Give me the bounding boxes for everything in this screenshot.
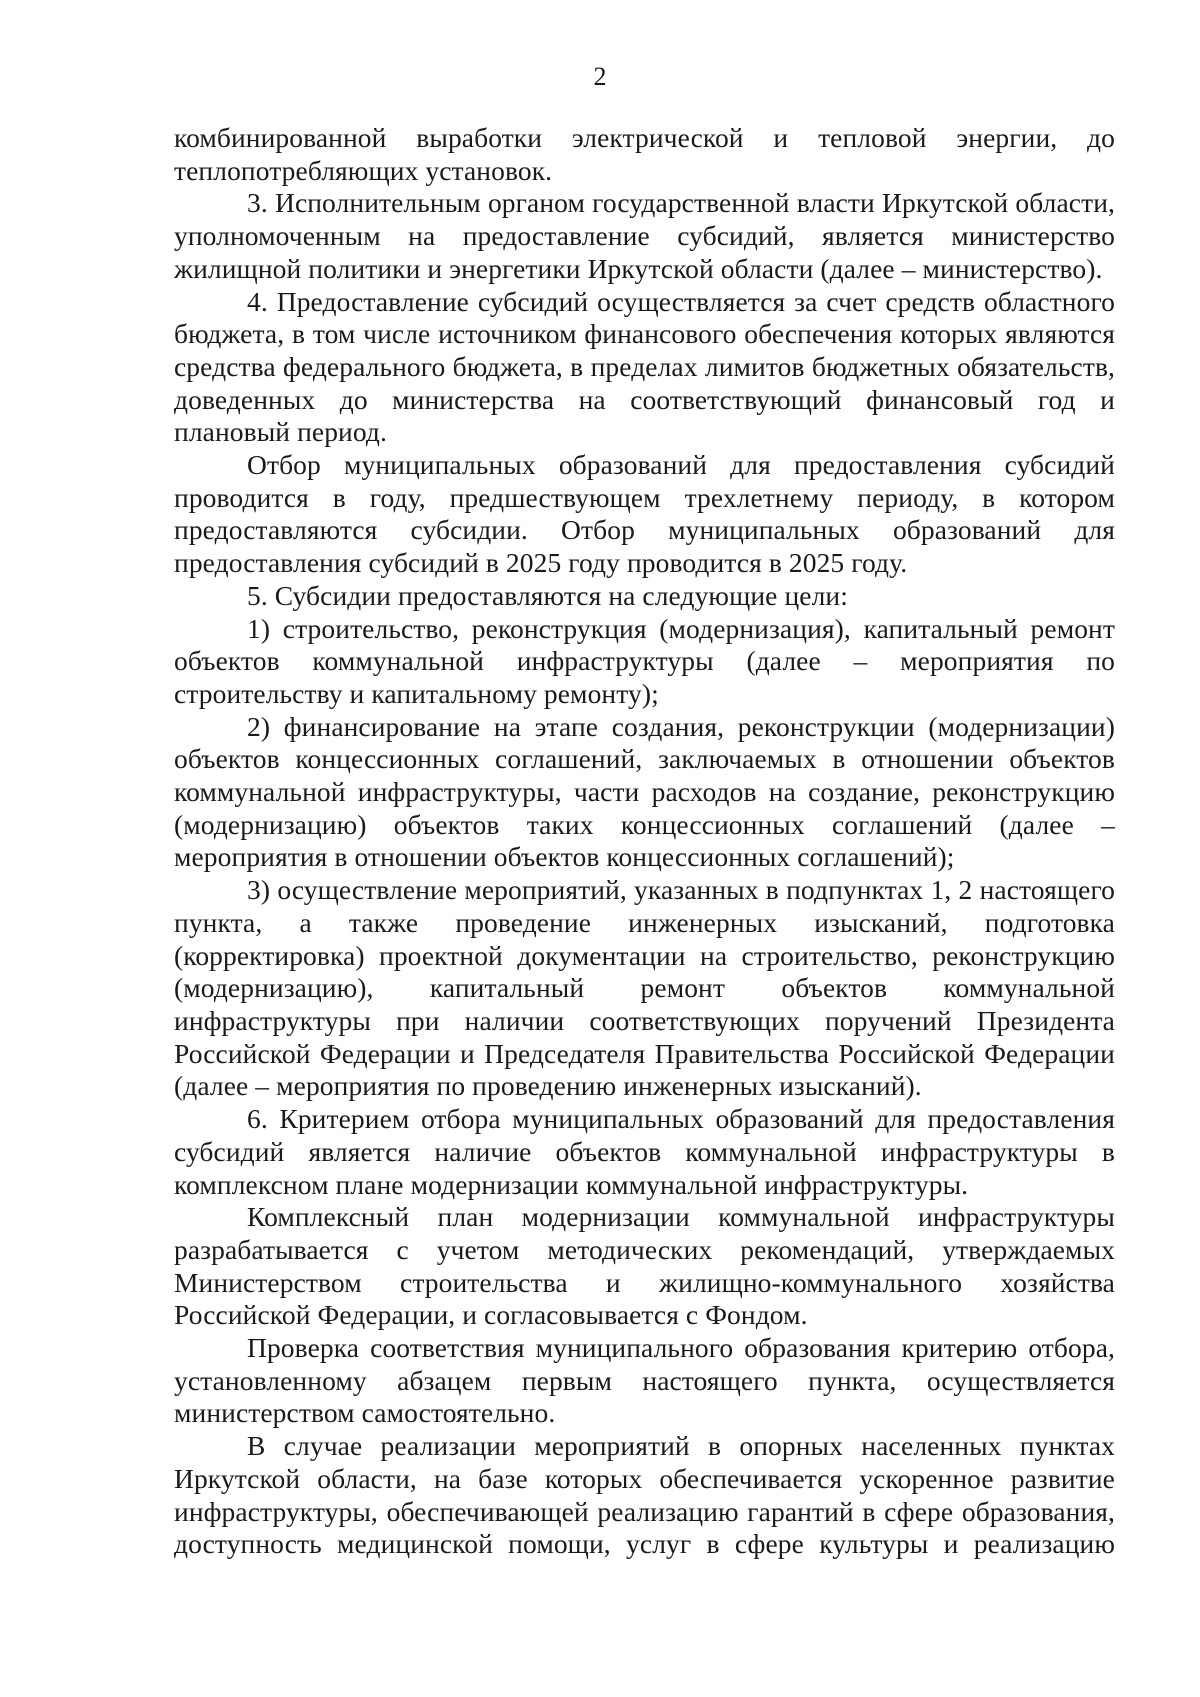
paragraph-clause-4: 4. Предоставление субсидий осуществляется за счет средств областного бюджета, в том числе источником финансового обеспечения которых являются средства федерального бюджета, в пределах лимитов бюджетных обязательств, доведенных до министерства на соответствующий финансовый год и плановый период. <box>174 285 1115 448</box>
paragraph-modernization-plan: Комплексный план модернизации коммунальной инфраструктуры разрабатывается с учетом методических рекомендаций, утверждаемых Министерством строительства и жилищно-коммунального хозяйства Российской Федерации, и согласовывается с Фондом. <box>174 1201 1115 1331</box>
document-body <box>174 122 1115 1561</box>
paragraph-clause-5: 5. Субсидии предоставляются на следующие цели: <box>247 579 848 611</box>
paragraph-continuation: комбинированной выработки электрической и тепловой энергии, до теплопотребляющих установок. <box>174 122 1115 186</box>
paragraph-subclause-3: 3) осуществление мероприятий, указанных в подпунктах 1, 2 настоящего пункта, а также проведение инженерных изысканий, подготовка (корректировка) проектной документации на строительство, реконструкцию (модернизацию), капитальный ремонт объектов коммунальной инфраструктуры при наличии соответствующих поручений Президента Российской Федерации и Председателя Правительства Российской Федерации (далее – мероприятия по проведению инженерных изысканий). <box>174 874 1115 1102</box>
paragraph-subclause-2: 2) финансирование на этапе создания, реконструкции (модернизации) объектов концессионных соглашений, заключаемых в отношении объектов коммунальной инфраструктуры, части расходов на создание, реконструкцию (модернизацию) объектов таких концессионных соглашений (далее – мероприятия в отношении объектов концессионных соглашений); <box>174 710 1115 873</box>
paragraph-support-settlements: В случае реализации мероприятий в опорных населенных пунктах Иркутской области, на базе которых обеспечивается ускоренное развитие инфраструктуры, обеспечивающей реализацию гарантий в сфере образования, доступность медицинской помощи, услуг в сфере культуры и реализацию <box>174 1430 1115 1560</box>
paragraph-clause-6: 6. Критерием отбора муниципальных образований для предоставления субсидий является наличие объектов коммунальной инфраструктуры в комплексном плане модернизации коммунальной инфраструктуры. <box>174 1103 1115 1200</box>
paragraph-subclause-1: 1) строительство, реконструкция (модернизация), капитальный ремонт объектов коммунальной инфраструктуры (далее – мероприятия по строительству и капитальному ремонту); <box>174 612 1115 709</box>
paragraph-criterion-check: Проверка соответствия муниципального образования критерию отбора, установленному абзацем первым настоящего пункта, осуществляется министерством самостоятельно. <box>174 1332 1115 1429</box>
paragraph-clause-3: 3. Исполнительным органом государственной власти Иркутской области, уполномоченным на предоставление субсидий, является министерство жилищной политики и энергетики Иркутской области (далее – министерство). <box>174 187 1115 284</box>
page-number: 2 <box>593 62 607 91</box>
paragraph-selection-timing: Отбор муниципальных образований для предоставления субсидий проводится в году, предшествующем трехлетнему периоду, в котором предоставляются субсидии. Отбор муниципальных образований для предоставления субсидий в 2025 году проводится в 2025 году. <box>174 449 1115 579</box>
